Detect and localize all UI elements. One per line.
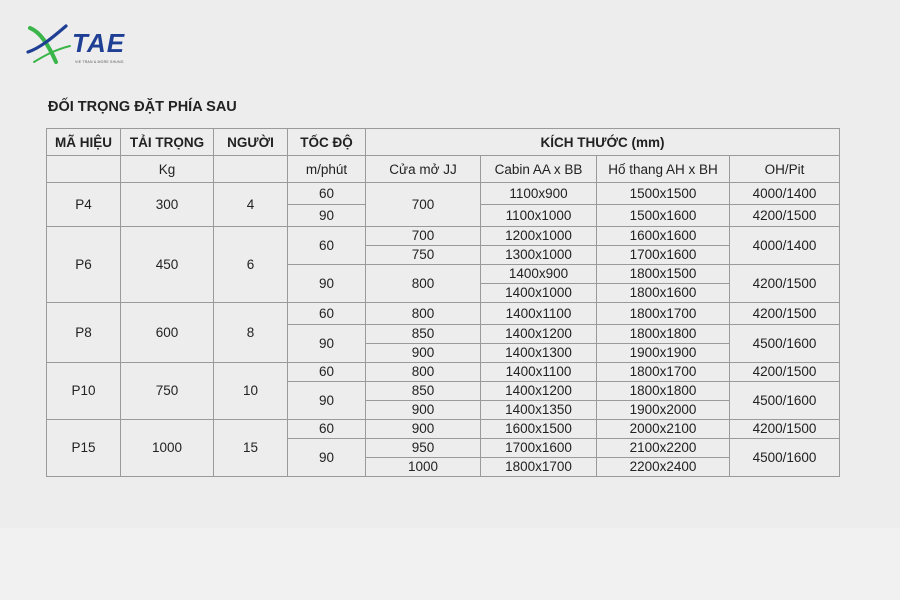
speed-cell: 60 <box>288 227 366 265</box>
cabin-cell: 1700x1600 <box>481 439 597 458</box>
model-load: 750 <box>121 363 214 420</box>
logo-tagline: VIE TRAN & MORE SHUNG <box>75 60 124 64</box>
shaft-cell: 1800x1700 <box>597 363 730 382</box>
cabin-cell: 1100x900 <box>481 183 597 205</box>
shaft-cell: 1800x1700 <box>597 303 730 325</box>
speed-cell: 90 <box>288 325 366 363</box>
oh-cell: 4000/1400 <box>730 183 840 205</box>
model-persons: 15 <box>214 420 288 477</box>
cabin-cell: 1400x1200 <box>481 382 597 401</box>
subheader-oh-pit: OH/Pit <box>730 156 840 183</box>
shaft-cell: 1700x1600 <box>597 246 730 265</box>
oh-cell: 4200/1500 <box>730 205 840 227</box>
cabin-cell: 1400x1100 <box>481 363 597 382</box>
shaft-cell: 2100x2200 <box>597 439 730 458</box>
model-code: P10 <box>47 363 121 420</box>
cabin-cell: 1400x1100 <box>481 303 597 325</box>
door-cell: 950 <box>366 439 481 458</box>
oh-cell: 4200/1500 <box>730 265 840 303</box>
door-cell: 900 <box>366 401 481 420</box>
speed-cell: 90 <box>288 439 366 477</box>
model-code: P15 <box>47 420 121 477</box>
speed-cell: 60 <box>288 363 366 382</box>
door-cell: 700 <box>366 227 481 246</box>
oh-cell: 4200/1500 <box>730 363 840 382</box>
subheader-door: Cửa mở JJ <box>366 156 481 183</box>
table-row <box>47 303 840 325</box>
cabin-cell: 1100x1000 <box>481 205 597 227</box>
oh-cell: 4500/1600 <box>730 382 840 420</box>
subheader-empty <box>47 156 121 183</box>
shaft-cell: 1500x1600 <box>597 205 730 227</box>
model-load: 300 <box>121 183 214 227</box>
door-cell: 800 <box>366 303 481 325</box>
cabin-cell: 1800x1700 <box>481 458 597 477</box>
model-load: 450 <box>121 227 214 303</box>
shaft-cell: 1800x1500 <box>597 265 730 284</box>
door-cell: 850 <box>366 325 481 344</box>
shaft-cell: 1800x1600 <box>597 284 730 303</box>
cabin-cell: 1400x1300 <box>481 344 597 363</box>
model-code: P6 <box>47 227 121 303</box>
oh-cell: 4200/1500 <box>730 303 840 325</box>
logo-swoosh-icon <box>26 22 76 68</box>
model-code: P4 <box>47 183 121 227</box>
door-cell: 800 <box>366 363 481 382</box>
shaft-cell: 1800x1800 <box>597 382 730 401</box>
cabin-cell: 1200x1000 <box>481 227 597 246</box>
col-nguoi: NGƯỜI <box>214 129 288 156</box>
col-kich-thuoc: KÍCH THƯỚC (mm) <box>366 129 840 156</box>
shaft-cell: 1800x1800 <box>597 325 730 344</box>
table-row <box>47 183 840 205</box>
oh-cell: 4500/1600 <box>730 325 840 363</box>
model-code: P8 <box>47 303 121 363</box>
door-cell: 900 <box>366 344 481 363</box>
door-cell: 900 <box>366 420 481 439</box>
subheader-row <box>47 156 840 183</box>
model-persons: 8 <box>214 303 288 363</box>
shaft-cell: 2000x2100 <box>597 420 730 439</box>
oh-cell: 4500/1600 <box>730 439 840 477</box>
tae-logo <box>26 22 126 68</box>
logo-text: TAE <box>72 28 126 58</box>
cabin-cell: 1400x1350 <box>481 401 597 420</box>
subheader-shaft: Hố thang AH x BH <box>597 156 730 183</box>
bottom-band <box>0 528 900 600</box>
shaft-cell: 1900x2000 <box>597 401 730 420</box>
speed-cell: 90 <box>288 382 366 420</box>
shaft-cell: 1500x1500 <box>597 183 730 205</box>
door-cell: 750 <box>366 246 481 265</box>
door-cell: 1000 <box>366 458 481 477</box>
col-ma-hieu: MÃ HIỆU <box>47 129 121 156</box>
subheader-cabin: Cabin AA x BB <box>481 156 597 183</box>
subheader-speed-unit: m/phút <box>288 156 366 183</box>
model-persons: 10 <box>214 363 288 420</box>
shaft-cell: 1600x1600 <box>597 227 730 246</box>
header-row <box>47 129 840 156</box>
page-title: ĐỐI TRỌNG ĐẶT PHÍA SAU <box>48 99 237 115</box>
shaft-cell: 2200x2400 <box>597 458 730 477</box>
speed-cell: 60 <box>288 303 366 325</box>
speed-cell: 60 <box>288 183 366 205</box>
col-toc-do: TỐC ĐỘ <box>288 129 366 156</box>
cabin-cell: 1400x900 <box>481 265 597 284</box>
cabin-cell: 1300x1000 <box>481 246 597 265</box>
speed-cell: 90 <box>288 265 366 303</box>
speed-cell: 60 <box>288 420 366 439</box>
cabin-cell: 1400x1200 <box>481 325 597 344</box>
table-row <box>47 420 840 439</box>
door-cell: 850 <box>366 382 481 401</box>
col-tai-trong: TẢI TRỌNG <box>121 129 214 156</box>
oh-cell: 4000/1400 <box>730 227 840 265</box>
door-cell: 800 <box>366 265 481 303</box>
subheader-kg: Kg <box>121 156 214 183</box>
model-persons: 4 <box>214 183 288 227</box>
cabin-cell: 1600x1500 <box>481 420 597 439</box>
subheader-empty <box>214 156 288 183</box>
speed-cell: 90 <box>288 205 366 227</box>
door-cell: 700 <box>366 183 481 227</box>
oh-cell: 4200/1500 <box>730 420 840 439</box>
shaft-cell: 1900x1900 <box>597 344 730 363</box>
cabin-cell: 1400x1000 <box>481 284 597 303</box>
table-row <box>47 363 840 382</box>
specs-table <box>46 128 840 477</box>
table-row <box>47 227 840 246</box>
model-persons: 6 <box>214 227 288 303</box>
model-load: 1000 <box>121 420 214 477</box>
model-load: 600 <box>121 303 214 363</box>
